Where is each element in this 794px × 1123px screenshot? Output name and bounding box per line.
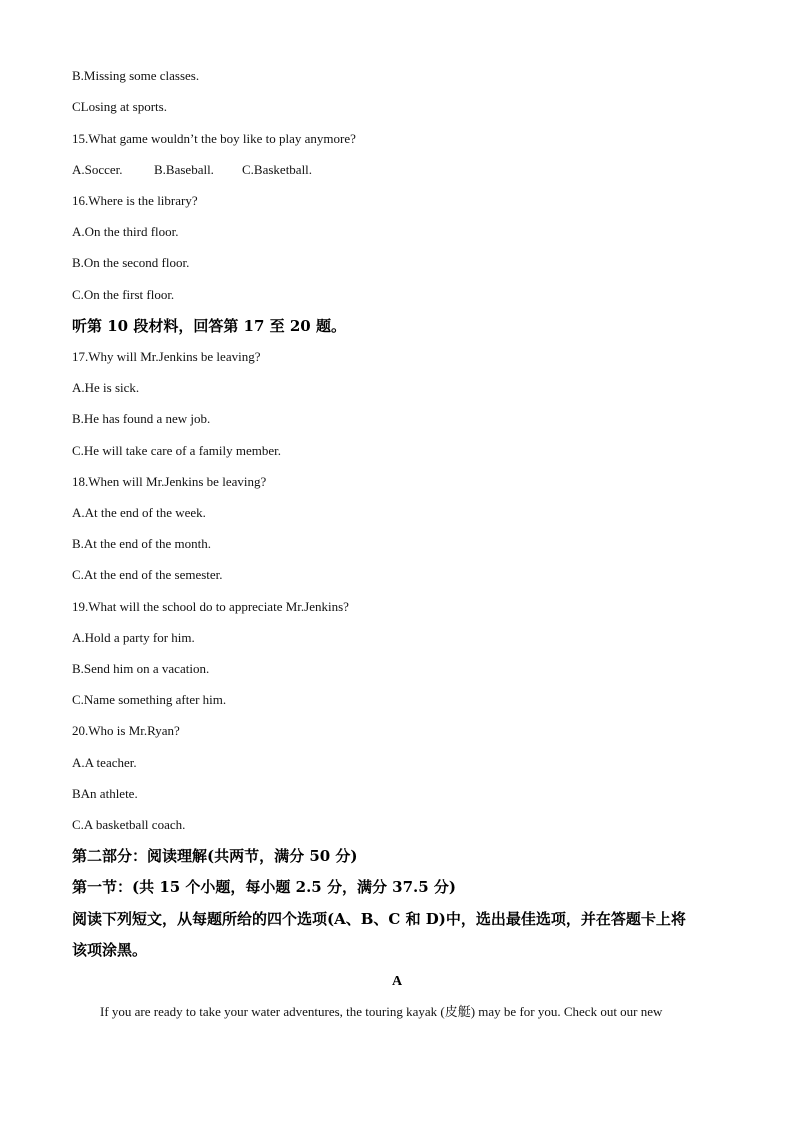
- option-line: C.He will take care of a family member.: [72, 443, 282, 458]
- option-line: B.Missing some classes.: [72, 68, 200, 83]
- option-line: A.Hold a party for him.: [72, 630, 195, 645]
- question-18: 18.When will Mr.Jenkins be leaving?: [72, 474, 267, 489]
- question-16: 16.Where is the library?: [72, 193, 198, 208]
- option-line: A.On the third floor.: [72, 224, 179, 239]
- option-line: C.Name something after him.: [72, 692, 227, 707]
- option-line: C.On the first floor.: [72, 287, 175, 302]
- option-line: B.On the second floor.: [72, 255, 190, 270]
- option-line: A.A teacher.: [72, 755, 137, 770]
- option-line: A.He is sick.: [72, 380, 140, 395]
- option-line: CLosing at sports.: [72, 99, 167, 114]
- option-c: C.Basketball.: [242, 162, 313, 177]
- instructions-line-1: 阅读下列短文，从每题所给的四个选项(A、B、C 和 D)中，选出最佳选项，并在答题卡上将: [72, 910, 686, 928]
- question-15-options: [72, 161, 312, 179]
- option-b: B.Baseball.: [154, 162, 214, 177]
- option-line: BAn athlete.: [72, 786, 138, 801]
- option-line: B.He has found a new job.: [72, 411, 211, 426]
- option-line: B.Send him on a vacation.: [72, 661, 210, 676]
- option-line: A.At the end of the week.: [72, 505, 206, 520]
- option-line: C.A basketball coach.: [72, 817, 186, 832]
- instructions-line-2: 该项涂黑。: [72, 941, 148, 959]
- option-line: B.At the end of the month.: [72, 536, 212, 551]
- question-17: 17.Why will Mr.Jenkins be leaving?: [72, 349, 261, 364]
- question-15: 15.What game wouldn’t the boy like to play anymore?: [72, 131, 356, 146]
- section-1-heading: 第一节：(共 15 个小题，每小题 2.5 分，满分 37.5 分): [72, 878, 457, 896]
- section-10-heading: 听第 10 段材料，回答第 17 至 20 题。: [72, 317, 346, 335]
- option-line: C.At the end of the semester.: [72, 567, 223, 582]
- option-a: A.Soccer.: [72, 162, 123, 177]
- part-2-heading: 第二部分：阅读理解(共两节，满分 50 分): [72, 847, 358, 865]
- passage-label: A: [391, 974, 403, 989]
- question-20: 20.Who is Mr.Ryan?: [72, 723, 180, 738]
- question-19: 19.What will the school do to appreciate Mr.Jenkins?: [72, 599, 349, 614]
- passage-first-line: If you are ready to take your water adventures, the touring kayak (皮艇) may be for you. Check out our new: [100, 1004, 663, 1019]
